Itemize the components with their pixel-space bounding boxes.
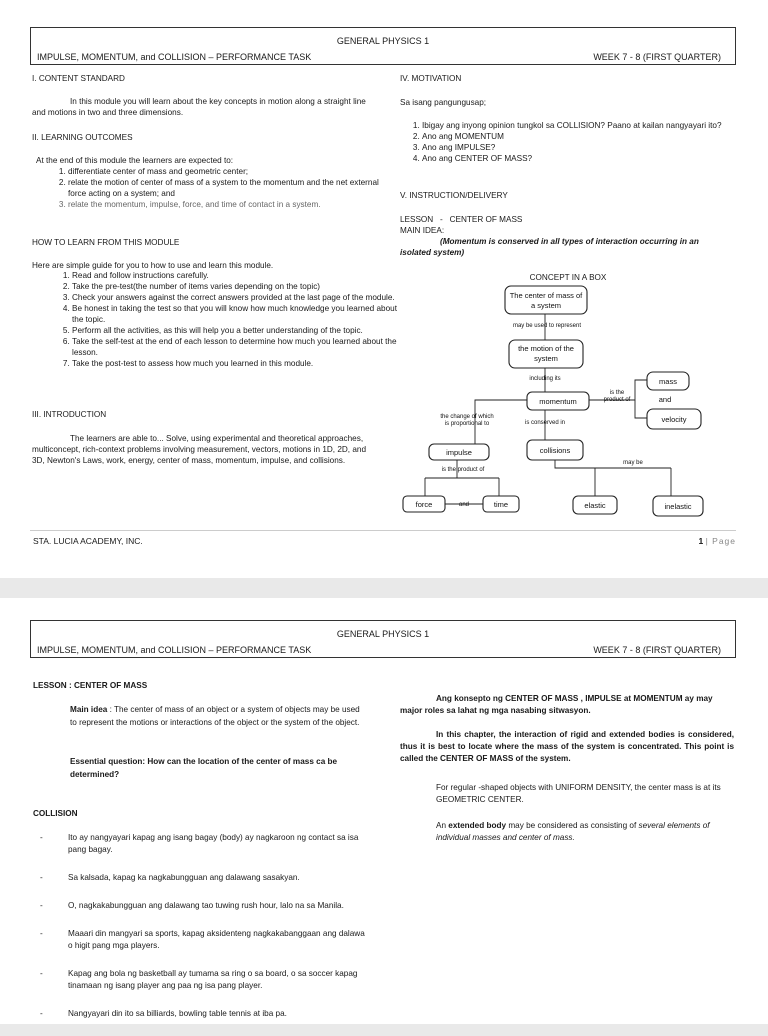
- main-idea-paragraph: [70, 703, 368, 729]
- main-idea-text: : The center of mass of an object or a system of objects may be used to represent the motions or interactions of the object or the system of the object.: [70, 705, 360, 727]
- connector-line: [555, 460, 671, 496]
- outcome-item: 2. relate the motion of center of mass of a system to the momentum and the net external force acting on a system; and: [68, 177, 398, 199]
- week-label: WEEK 7 - 8 (FIRST QUARTER): [593, 645, 721, 655]
- page-word: | Page: [705, 536, 736, 546]
- motivation-list: [392, 120, 766, 164]
- collision-item: - Maaari din mangyari sa sports, kapag aksidenteng nagkakabanggaan ang dalawa o higit pang mga players.: [34, 928, 368, 952]
- collision-item: - Nangyayari din ito sa billiards, bowling table tennis at iba pa.: [34, 1008, 368, 1020]
- page-2: [0, 598, 768, 1024]
- p4-bold: extended body: [448, 821, 507, 830]
- node-label: system: [534, 354, 558, 363]
- essential-question: [70, 755, 368, 781]
- howto-step: 3. Check your answers against the correct answers provided at the last page of the module.: [72, 292, 398, 303]
- collision-item: - Ito ay nangyayari kapag ang isang bagay (body) ay nagkaroon ng contact sa isa pang bagay.: [34, 832, 368, 856]
- collision-heading: COLLISION: [33, 809, 78, 818]
- link-label: is proportional to: [444, 421, 490, 427]
- collision-item: - Sa kalsada, kapag ka nagkabungguan ang dalawang sasakyan.: [34, 872, 368, 884]
- howto-step: 1. Read and follow instructions carefully.: [72, 270, 398, 281]
- link-label: the change of which: [440, 414, 494, 420]
- content-standard-text: In this module you will learn about the key concepts in motion along a straight line and motions in two and three dimensions.: [32, 97, 366, 117]
- node-label: The center of mass of: [509, 291, 583, 300]
- howto-step: 6. Take the self-test at the end of each lesson to determine how much you learned about the lesson.: [72, 336, 398, 358]
- howto-heading: HOW TO LEARN FROM THIS MODULE: [32, 238, 180, 247]
- node-label: time: [493, 500, 509, 509]
- link-label: may be: [623, 460, 643, 466]
- howto-step: 4. Be honest in taking the test so that you will know how much knowledge you learned about the topic.: [72, 303, 398, 325]
- link-label: may be used to represent: [512, 323, 582, 329]
- outcome-item: 1. differentiate center of mass and geometric center;: [68, 166, 398, 177]
- page-number: [698, 536, 736, 546]
- task-title: IMPULSE, MOMENTUM, and COLLISION – PERFORMANCE TASK: [37, 645, 312, 655]
- footer-school: STA. LUCIA ACADEMY, INC.: [33, 536, 143, 546]
- page-header: [30, 620, 736, 658]
- introduction-heading: III. INTRODUCTION: [32, 410, 107, 419]
- howto-step: 7. Take the post-test to assess how much you learned in this module.: [72, 358, 398, 369]
- howto-step: 2. Take the pre-test(the number of items varies depending on the topic): [72, 281, 398, 292]
- node-label: inelastic: [664, 502, 692, 511]
- connector-line: [425, 478, 499, 496]
- instruction-heading: V. INSTRUCTION/DELIVERY: [400, 191, 508, 200]
- howto-intro: Here are simple guide for you to how to use and learn this module.: [32, 261, 274, 270]
- outcome-item: 3. relate the momentum, impulse, force, and time of contact in a system.: [68, 199, 398, 210]
- outcomes-list: [38, 166, 398, 210]
- lesson-heading: LESSON : CENTER OF MASS: [33, 681, 148, 690]
- concept-box-title: CONCEPT IN A BOX: [529, 273, 607, 282]
- footer-rule: [30, 530, 736, 531]
- main-idea-label: Main idea: [70, 705, 108, 714]
- task-title: IMPULSE, MOMENTUM, and COLLISION – PERFORMANCE TASK: [37, 52, 312, 62]
- motivation-item: 1. Ibigay ang inyong opinion tungkol sa COLLISION? Paano at kailan nangyayari ito?: [422, 120, 766, 131]
- node-label: mass: [659, 377, 677, 386]
- content-standard-heading: I. CONTENT STANDARD: [32, 74, 125, 83]
- page-number-value: 1: [698, 536, 704, 546]
- lesson-line: LESSON - CENTER OF MASS: [400, 215, 523, 224]
- motivation-item: 3. Ano ang IMPULSE?: [422, 142, 766, 153]
- outcomes-intro: At the end of this module the learners are expected to:: [36, 156, 234, 165]
- course-title: GENERAL PHYSICS 1: [336, 629, 430, 639]
- main-idea-label: MAIN IDEA:: [400, 226, 445, 235]
- course-title: GENERAL PHYSICS 1: [336, 36, 430, 46]
- collision-item: - O, nagkakabungguan ang dalawang tao tuwing rush hour, lalo na sa Manila.: [34, 900, 368, 912]
- main-idea-text: (Momentum is conserved in all types of interaction occurring in an isolated system): [400, 237, 699, 257]
- essential-label: Essential question:: [70, 757, 146, 766]
- node-label: velocity: [661, 415, 687, 424]
- right-paragraph-4: [436, 820, 734, 844]
- concept-map: [395, 282, 740, 522]
- link-label: is the: [609, 390, 625, 396]
- outcomes-heading: II. LEARNING OUTCOMES: [32, 133, 133, 142]
- essential-text: How can the location of the center of mass ca be determined?: [70, 757, 338, 779]
- right-paragraph-2: In this chapter, the interaction of rigid and extended bodies is considered, thus it is best to locate where the mass of the system is concentrated. This point is called the CENTER OF MASS of the system.: [400, 730, 734, 763]
- node-label: impulse: [446, 448, 472, 457]
- link-label: including its: [529, 376, 561, 382]
- introduction-text: The learners are able to... Solve, using experimental and theoretical approaches, multiconcept, rich-context problems involving measurement, vectors, motions in 1D, 2D, and 3D, Newton's Laws, work, energy, center of mass, momentum, impulse, and collisions.: [32, 434, 367, 465]
- collision-list: [34, 832, 368, 1036]
- p4-mid: may be considered as consisting of: [508, 821, 637, 830]
- p4-pre: An: [436, 821, 447, 830]
- node-label: the motion of the: [518, 344, 574, 353]
- node-label: a system: [530, 301, 562, 310]
- page-header: [30, 27, 736, 65]
- link-label: and: [658, 395, 672, 404]
- link-label: is the product of: [441, 467, 485, 473]
- howto-step: 5. Perform all the activities, as this will help you a better understanding of the topic.: [72, 325, 398, 336]
- node-label: force: [415, 500, 433, 509]
- p4-italic: several elements of individual masses and center of mass.: [436, 821, 710, 842]
- link-label: product of: [603, 397, 631, 403]
- node-label: momentum: [539, 397, 577, 406]
- week-label: WEEK 7 - 8 (FIRST QUARTER): [593, 52, 721, 62]
- motivation-item: 4. Ano ang CENTER OF MASS?: [422, 153, 766, 164]
- motivation-intro: Sa isang pangungusap;: [400, 98, 487, 107]
- motivation-heading: IV. MOTIVATION: [400, 74, 462, 83]
- motivation-item: 2. Ano ang MOMENTUM: [422, 131, 766, 142]
- node-label: elastic: [584, 501, 606, 510]
- right-paragraph-3: For regular -shaped objects with UNIFORM DENSITY, the center mass is at its GEOMETRIC CENTER.: [436, 783, 721, 804]
- howto-list: [42, 270, 398, 369]
- node-label: collisions: [539, 446, 571, 455]
- link-label: is conserved in: [524, 420, 566, 426]
- right-paragraph-1: Ang konsepto ng CENTER OF MASS , IMPULSE at MOMENTUM ay may major roles sa lahat ng mga nasabing sitwasyon.: [400, 694, 713, 715]
- connector-line: [635, 400, 647, 418]
- link-label: and: [458, 502, 470, 508]
- collision-item: - Kapag ang bola ng basketball ay tumama sa ring o sa board, o sa soccer kapag tinamaan ng isang player ang paa ng isa pang player.: [34, 968, 368, 992]
